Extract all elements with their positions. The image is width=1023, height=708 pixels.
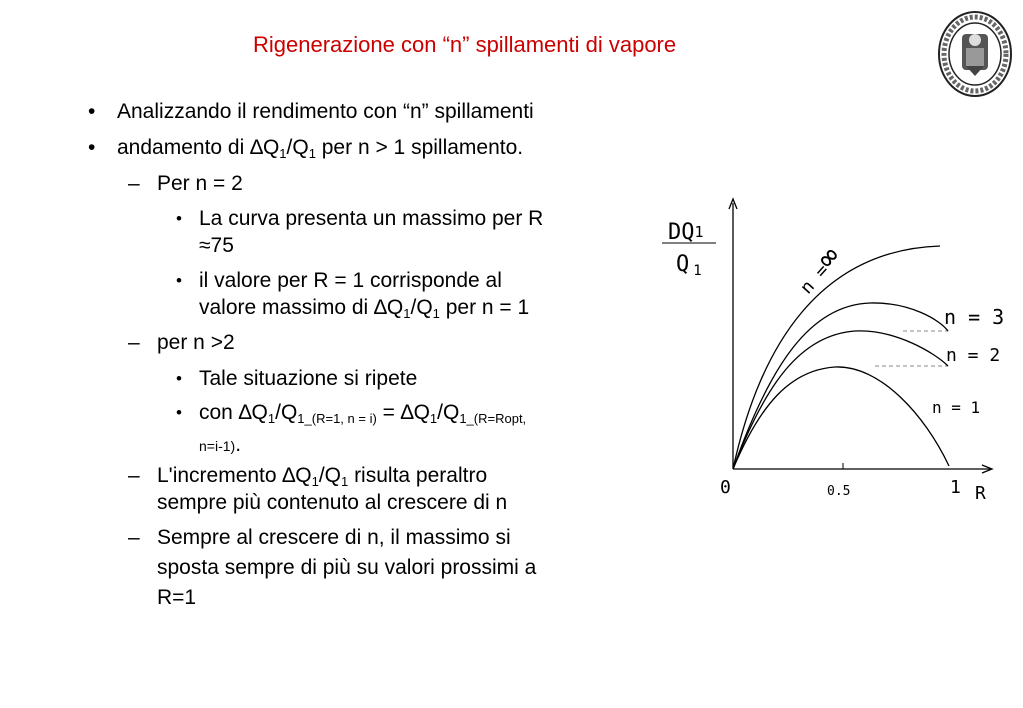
bullet-text: Analizzando il rendimento con “n” spillamenti (117, 100, 534, 123)
sub-sub-bullet-text: n=i-1). (199, 433, 242, 456)
series-line-n2 (733, 331, 948, 469)
bullet-marker: • (176, 271, 182, 290)
sub-bullet-text: per n >2 (157, 331, 235, 354)
sub-sub-bullet-text: con $\Delta Q_1/Q_{1\_(R=1, n = i)} = \Delta Q_1/Q_{1\_(R=Ropt,}$ (199, 401, 527, 426)
series-label-n1: n = 1 (932, 398, 981, 417)
bullet-marker: • (88, 100, 96, 123)
x-tick-label: 0.5 (827, 484, 851, 499)
sub-bullet-text: R=1 (157, 586, 197, 609)
university-seal-logo (935, 8, 1015, 100)
series-line-n3 (733, 303, 948, 469)
dash-marker: – (128, 172, 140, 195)
dash-marker: – (128, 331, 140, 354)
sub-bullet-text: L'incremento $\Delta Q_1/Q_1$ risulta peraltro (157, 464, 488, 489)
x-axis-label: R (975, 483, 986, 504)
sub-sub-bullet-text: il valore per R = 1 corrisponde al (199, 269, 502, 292)
sub-bullet-text: Per n = 2 (157, 172, 243, 195)
series-line-n1 (733, 367, 949, 469)
bullet-marker: • (176, 403, 182, 422)
series-line-n-inf (733, 246, 940, 469)
sub-sub-bullet-text: valore massimo di $\Delta Q_1/Q_1$ per n = 1 (199, 296, 530, 321)
sub-sub-bullet-text: ≈75 (199, 234, 234, 257)
series-label-n3: n = 3 (944, 305, 1005, 329)
bullet-marker: • (176, 209, 182, 228)
x-tick-label: 0 (720, 477, 731, 498)
dash-marker: – (128, 526, 140, 549)
y-label-numerator: DQ1 (668, 220, 704, 245)
bullet-marker: • (176, 369, 182, 388)
bullet-marker: • (88, 136, 96, 159)
series-label-n-inf: n =∞ (796, 239, 848, 299)
bullet-text: andamento di $\Delta Q_1/Q_1$ per n > 1 spillamento. (117, 136, 524, 161)
sub-bullet-text: Sempre al crescere di n, il massimo si (157, 526, 511, 549)
y-label-denominator: Q 1 (676, 252, 702, 279)
sub-bullet-text: sposta sempre di più su valori prossimi a (157, 556, 537, 579)
chart (650, 195, 1010, 515)
slide-title: Rigenerazione con “n” spillamenti di vapore (253, 32, 677, 57)
series-label-n2: n = 2 (946, 345, 1001, 366)
sub-sub-bullet-text: Tale situazione si ripete (199, 367, 418, 390)
x-tick-label: 1 (950, 477, 961, 498)
sub-bullet-text: sempre più contenuto al crescere di n (157, 491, 508, 514)
sub-sub-bullet-text: La curva presenta un massimo per R (199, 207, 544, 230)
dash-marker: – (128, 464, 140, 487)
